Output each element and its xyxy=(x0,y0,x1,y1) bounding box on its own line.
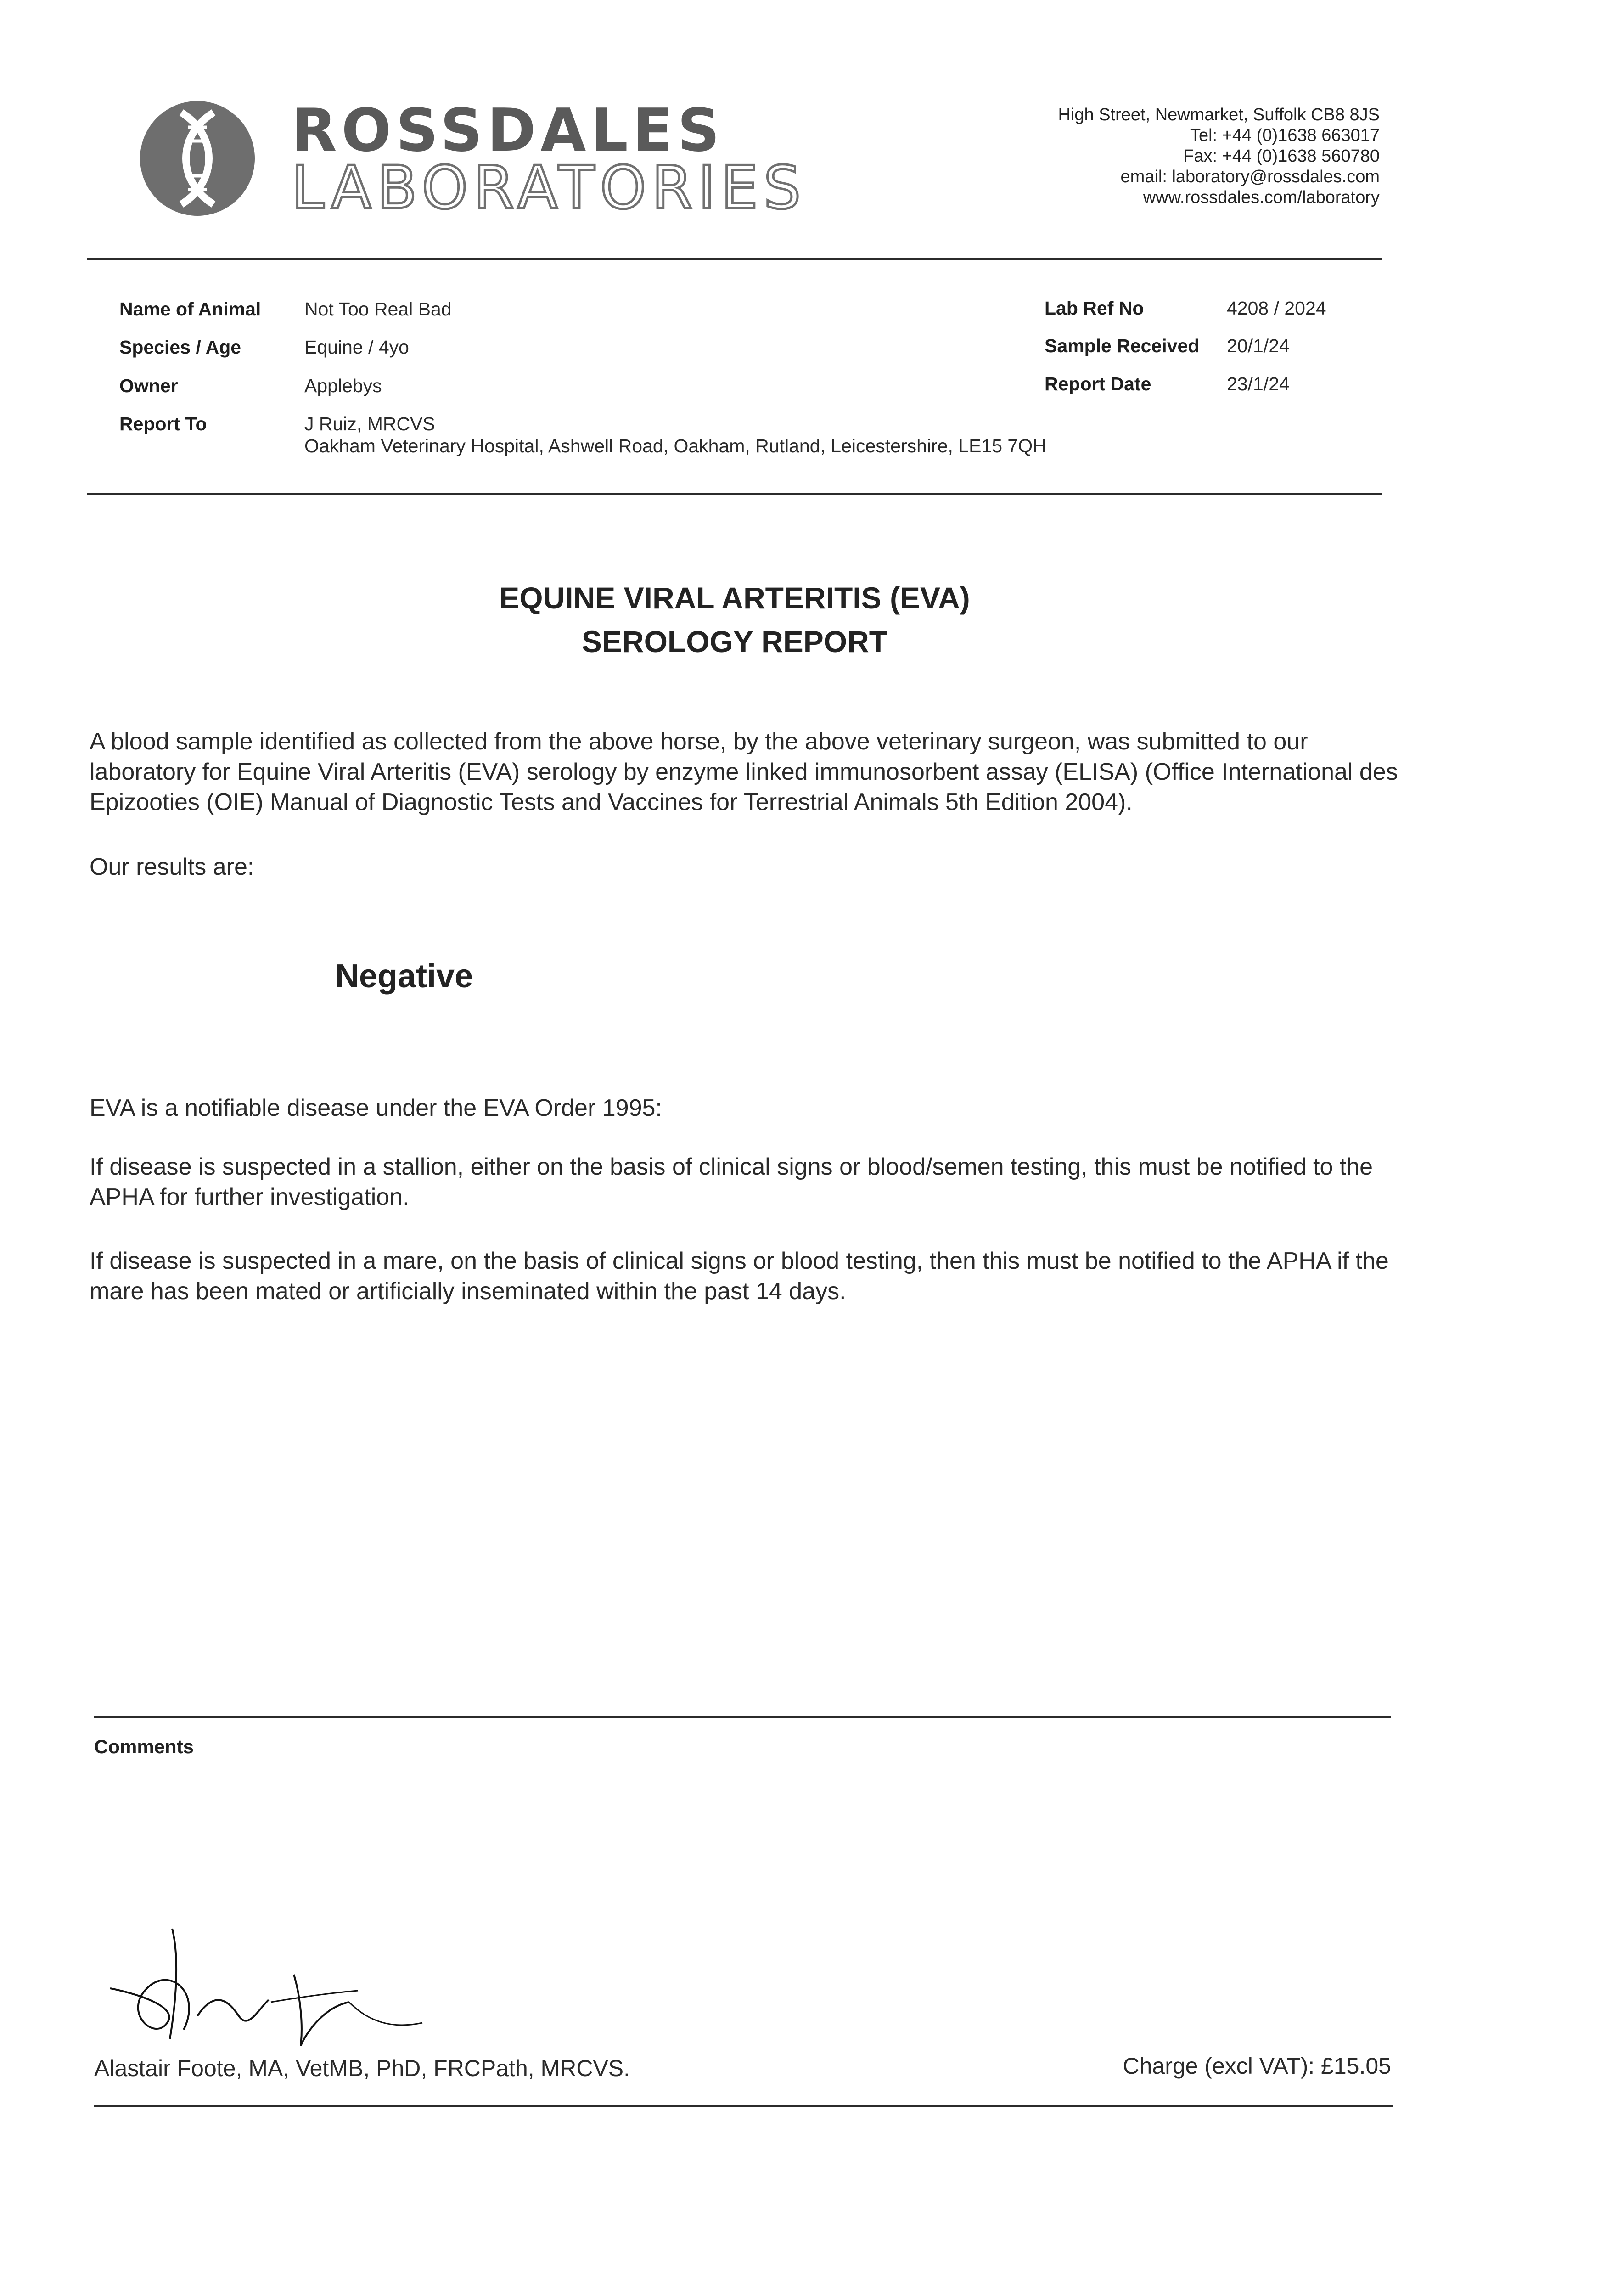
dna-logo-icon xyxy=(138,99,257,218)
comments-divider xyxy=(94,1716,1391,1718)
report-title-line2: SEROLOGY REPORT xyxy=(581,625,888,658)
owner-label: Owner xyxy=(119,375,178,396)
header-divider xyxy=(87,258,1382,260)
stallion-paragraph: If disease is suspected in a stallion, either on the basis of clinical signs or blood/semen testing, this must be notified to the APHA for further investigation. xyxy=(90,1154,1373,1210)
sample-received-value: 20/1/24 xyxy=(1227,335,1290,356)
mare-paragraph: If disease is suspected in a mare, on the basis of clinical signs or blood testing, then this must be notified to the APHA if the mare has been mated or artificially inseminated within the past 14 days. xyxy=(90,1248,1389,1305)
contact-block xyxy=(1058,105,1380,208)
logo-wordmark-line2: LABORATORIES xyxy=(292,154,807,222)
email-link[interactable]: email: laboratory@rossdales.com xyxy=(1120,167,1380,186)
sample-received-label: Sample Received xyxy=(1045,335,1200,356)
report-title-line1: EQUINE VIRAL ARTERITIS (EVA) xyxy=(499,581,970,615)
report-to-vet: J Ruiz, MRCVS xyxy=(304,413,435,434)
report-title xyxy=(0,576,1469,664)
species-age-label: Species / Age xyxy=(119,337,241,358)
details-divider xyxy=(87,493,1382,495)
comments-label: Comments xyxy=(94,1736,194,1757)
address-text: High Street, Newmarket, Suffolk CB8 8JS xyxy=(1058,105,1380,124)
charge-amount: Charge (excl VAT): £15.05 xyxy=(1123,2053,1391,2079)
owner-value: Applebys xyxy=(304,375,382,396)
lab-ref-value: 4208 / 2024 xyxy=(1227,298,1326,319)
notifiable-statement: EVA is a notifiable disease under the EVA Order 1995: xyxy=(90,1095,662,1121)
species-age-value: Equine / 4yo xyxy=(304,337,409,358)
lab-ref-label: Lab Ref No xyxy=(1045,298,1144,319)
footer-divider xyxy=(94,2105,1393,2107)
name-of-animal-value: Not Too Real Bad xyxy=(304,298,452,320)
tel-text: Tel: +44 (0)1638 663017 xyxy=(1190,126,1380,145)
report-to-label: Report To xyxy=(119,413,207,434)
name-of-animal-label: Name of Animal xyxy=(119,298,261,320)
intro-paragraph: A blood sample identified as collected from the above horse, by the above veterinary surgeon, was submitted to our laboratory for Equine Viral Arteritis (EVA) serology by enzyme linked immunosorbent assay (ELISA) (Office International des Epizooties (OIE) Manual of Diagnostic Tests and Vaccines for Terrestrial Animals 5th Edition 2004). xyxy=(90,728,1398,816)
report-date-label: Report Date xyxy=(1045,373,1151,394)
website-link[interactable]: www.rossdales.com/laboratory xyxy=(1143,188,1380,207)
result-value: Negative xyxy=(335,958,473,995)
results-intro: Our results are: xyxy=(90,854,254,880)
report-date-value: 23/1/24 xyxy=(1227,373,1290,394)
signature-image xyxy=(92,1919,450,2053)
fax-text: Fax: +44 (0)1638 560780 xyxy=(1183,146,1380,166)
logo-wordmark-line1: ROSSDALES xyxy=(292,96,724,165)
report-to-address: Oakham Veterinary Hospital, Ashwell Road, Oakham, Rutland, Leicestershire, LE15 7QH xyxy=(304,435,1046,456)
signatory-name: Alastair Foote, MA, VetMB, PhD, FRCPath, MRCVS. xyxy=(94,2055,630,2081)
